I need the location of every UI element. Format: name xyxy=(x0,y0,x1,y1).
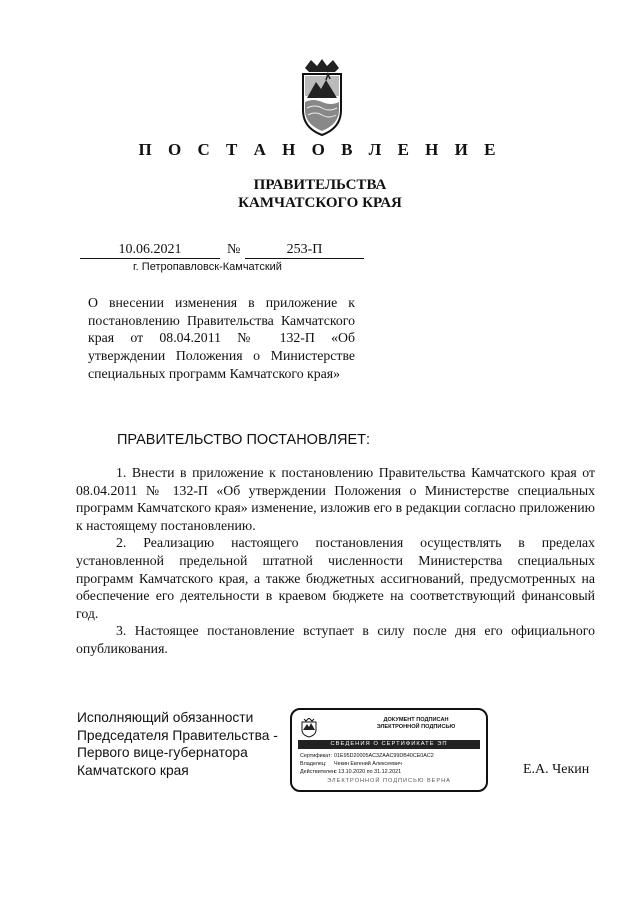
signatory-title-line-3: Первого вице-губернатора xyxy=(77,745,248,761)
signatory-title xyxy=(77,709,278,780)
signatory-title-line-2: Председателя Правительства - xyxy=(77,727,278,743)
issuer-line-2: КАМЧАТСКОГО КРАЯ xyxy=(238,195,402,211)
validity-label: Действителен: xyxy=(300,769,337,775)
resolution-heading: ПРАВИТЕЛЬСТВО ПОСТАНОВЛЯЕТ: xyxy=(117,432,371,448)
document-date: 10.06.2021 xyxy=(80,242,220,259)
certificate-label: Сертификат: xyxy=(300,753,333,759)
stamp-certificate-bar: СВЕДЕНИЯ О СЕРТИФИКАТЕ ЭП xyxy=(298,740,480,749)
signatory-title-line-1: Исполняющий обязанности xyxy=(77,710,254,725)
stamp-emblem-icon xyxy=(300,718,318,738)
coat-of-arms-emblem xyxy=(299,58,345,136)
paragraph-2: 2. Реализацию настоящего постановления осуществлять в пределах установленной предельной штатной численности Министерства специальных программ Камчатского края, а также бюджетных ассигнований, предусмотренных на обеспечение его деятельности в краевом бюджете на соответствующий финансовый год. xyxy=(76,535,595,621)
stamp-certificate-row xyxy=(300,753,434,760)
document-subject: О внесении изменения в приложение к постановлению Правительства Камчатского края от 08.04.2011 № 132-П «Об утверждении Положения о Министерстве специальных программ Камчатского края» xyxy=(88,295,355,381)
stamp-footer: ЭЛЕКТРОННОЙ ПОДПИСЬЮ ВЕРНА xyxy=(327,778,451,784)
certificate-value: 01E95D20005AC3ZAAC99DB40CE0AC2 xyxy=(334,753,434,759)
validity-value: с 13.10.2020 по 31.12.2021 xyxy=(334,769,402,775)
owner-value: Чекин Евгений Алексеевич xyxy=(334,761,402,767)
issuer-line-1: ПРАВИТЕЛЬСТВА xyxy=(253,177,387,193)
place-of-issue: г. Петропавловск-Камчатский xyxy=(133,261,282,273)
owner-label: Владелец: xyxy=(300,761,327,767)
signatory-title-line-4: Камчатского края xyxy=(77,763,189,779)
number-sign: № xyxy=(227,242,241,257)
document-number: 253-П xyxy=(245,242,364,259)
electronic-signature-stamp xyxy=(290,708,488,792)
document-type-title: П О С Т А Н О В Л Е Н И Е xyxy=(138,140,502,159)
document-body xyxy=(76,464,595,658)
paragraph-3: 3. Настоящее постановление вступает в силу после дня его официального опубликования. xyxy=(76,623,595,656)
stamp-header-line-2: ЭЛЕКТРОННОЙ ПОДПИСЬЮ xyxy=(376,724,456,730)
stamp-owner-row xyxy=(300,761,402,768)
stamp-header-line-1: ДОКУМЕНТ ПОДПИСАН xyxy=(383,717,449,723)
stamp-header xyxy=(352,717,480,731)
paragraph-1: 1. Внести в приложение к постановлению Правительства Камчатского края от 08.04.2011 № 132-П «Об утверждении Положения о Министерстве специальных программ Камчатского края» изменение, изложив его в редакции согласно приложению к настоящему постановлению. xyxy=(76,465,595,533)
signer-name: Е.А. Чекин xyxy=(523,762,590,777)
stamp-validity-row xyxy=(300,769,401,776)
